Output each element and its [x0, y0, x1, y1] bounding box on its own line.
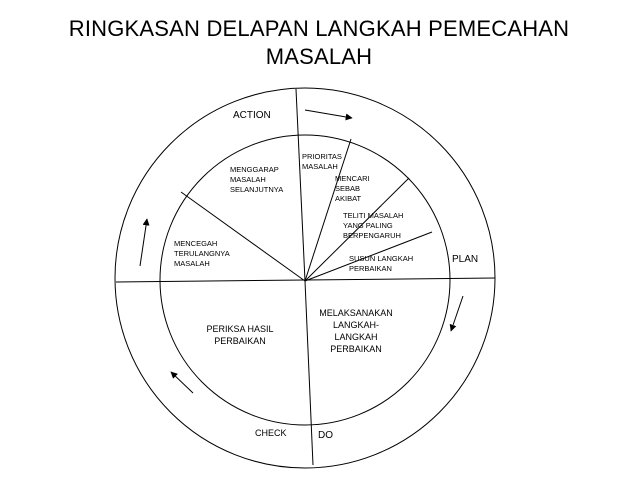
vertical-divider-bottom: [305, 281, 313, 465]
step-melaksanakan-line-4: PERBAIKAN: [330, 344, 382, 354]
step-menggarap-masalah: [230, 165, 283, 194]
step-menggarap-line-2: MASALAH: [230, 175, 266, 184]
step-melaksanakan-line-1: MELAKSANAKAN: [319, 308, 393, 318]
vertical-divider-top: [296, 89, 305, 281]
step-mencegah-line-1: MENCEGAH: [174, 239, 218, 248]
step-prioritas-line-1: PRIORITAS: [302, 152, 342, 161]
step-mencegah-terulangnya-masalah: [174, 239, 230, 268]
step-susun-langkah-perbaikan: [349, 254, 413, 273]
step-mencegah-line-3: MASALAH: [174, 259, 210, 268]
step-prioritas-line-2: MASALAH: [302, 162, 338, 171]
step-melaksanakan-langkah-perbaikan: [319, 308, 393, 354]
step-teliti-masalah: [343, 211, 403, 240]
step-teliti-line-2: YANG PALING: [343, 221, 393, 230]
arrow-right-icon: [305, 110, 352, 118]
arrow-down-icon: [451, 296, 463, 331]
step-mencegah-line-2: TERULANGNYA: [174, 249, 230, 258]
label-check: CHECK: [255, 428, 287, 438]
step-periksa-hasil-perbaikan: [206, 324, 273, 346]
label-action: ACTION: [233, 110, 271, 121]
arrow-up-icon: [140, 219, 147, 266]
page-title-line-2: MASALAH: [265, 44, 373, 69]
step-melaksanakan-line-3: LANGKAH: [334, 332, 378, 342]
label-plan: PLAN: [452, 254, 479, 265]
step-menggarap-line-3: SELANJUTNYA: [230, 185, 284, 194]
step-susun-line-1: SUSUN LANGKAH: [349, 254, 414, 263]
step-mencari-line-1: MENCARI: [335, 174, 370, 183]
step-teliti-line-3: BERPENGARUH: [343, 231, 401, 240]
label-do: DO: [318, 430, 333, 441]
arrow-left-icon: [171, 372, 193, 393]
step-periksa-line-2: PERBAIKAN: [214, 336, 266, 346]
step-periksa-line-1: PERIKSA HASIL: [206, 324, 274, 334]
page-title-line-1: RINGKASAN DELAPAN LANGKAH PEMECAHAN: [68, 16, 570, 41]
step-mencari-sebab-akibat: [335, 174, 370, 203]
step-mencari-line-2: SEBAB: [335, 184, 361, 193]
step-melaksanakan-line-2: LANGKAH-: [332, 320, 380, 330]
step-mencari-line-3: AKIBAT: [335, 194, 362, 203]
step-menggarap-line-1: MENGGARAP: [230, 165, 279, 174]
step-susun-line-2: PERBAIKAN: [349, 264, 392, 273]
step-teliti-line-1: TELITI MASALAH: [343, 211, 404, 220]
step-prioritas-masalah: [302, 152, 342, 171]
